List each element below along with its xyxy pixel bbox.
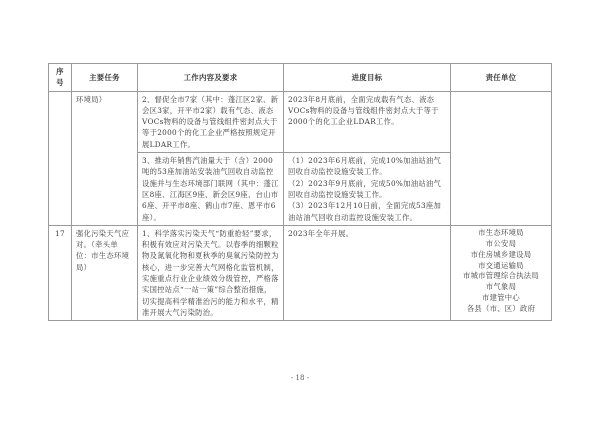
responsible-unit: 各县（市、区）政府: [466, 304, 536, 314]
responsible-cell: [451, 91, 552, 225]
progress-item: （3）2023年12月10日前，全面完成53座加油站油气回收自动监控设施安装工作。: [288, 201, 442, 222]
responsible-unit: 市公安局: [485, 238, 517, 248]
progress-cell: 2023年8月底前，全面完成载有气态、液态VOCs物料的设备与管线组件密封点大于等于2000个的化工企业LDAR工作。: [284, 91, 451, 152]
header-responsible: 责任单位: [451, 64, 552, 92]
header-main-task: 主要任务: [72, 64, 138, 92]
responsible-unit: 市住房城乡建设局: [470, 249, 532, 259]
task-table: [48, 63, 552, 321]
table-row: [49, 225, 552, 320]
responsible-unit: 市生态环境局: [478, 227, 524, 237]
responsible-unit: 市建管中心: [482, 293, 520, 303]
content-cell: 2、督促全市7家（其中：蓬江区2家、新会区3家，开平市2家）载有气态、液态VOCs物料的设备与管线组件密封点大于等于2000个的化工企业严格按照规定开展LDAR工作。: [138, 91, 284, 152]
seq-cell: 17: [49, 225, 72, 320]
responsible-unit: 市交通运输局: [478, 260, 524, 270]
seq-cell: [49, 91, 72, 225]
content-cell: 1、科学落实污染天气“防重抢轻”要求，积极有效应对污染天气。以春季的细颗粒物及氮氧化物和夏秋季的臭氧污染防控为核心，进一步完善大气网格化监管机制，实施重点行业企业绩效分级管控，严格落实国控站点“一站一策”综合整治措施，切实提高科学精准治污的能力和水平，精准开展大气污染防治。: [138, 225, 284, 320]
responsible-unit: 市气象局: [485, 282, 517, 292]
table-header-row: [49, 64, 552, 92]
progress-cell: 2023年全年开展。: [284, 225, 451, 320]
main-task-cell: 环境局）: [72, 91, 138, 225]
progress-item: （2）2023年9月底前，完成50%加油站油气回收自动监控设施安装工作。: [288, 178, 442, 199]
responsible-unit: 市城市管理综合执法局: [463, 271, 539, 281]
header-seq: 序号: [49, 64, 72, 92]
main-task-cell: 强化污染天气应对。（牵头单位：市生态环境局）: [72, 225, 138, 320]
responsible-cell: [451, 225, 552, 320]
table-row: [49, 91, 552, 152]
content-cell: 3、推动年销售汽油量大于（含）2000吨的53座加油站安装油气回收自动监控设施并与生态环境部门联网（其中：蓬江区8座、江海区9座、新会区9座、台山市6座、开平市8座、鹤山市7座、恩平市6座）。: [138, 153, 284, 226]
page-number: - 18 -: [290, 374, 310, 382]
progress-cell: [284, 153, 451, 226]
progress-item: （1）2023年6月底前，完成10%加油站油气回收自动监控设施安装工作。: [288, 156, 442, 177]
header-content: 工作内容及要求: [138, 64, 284, 92]
header-progress: 进度目标: [284, 64, 451, 92]
